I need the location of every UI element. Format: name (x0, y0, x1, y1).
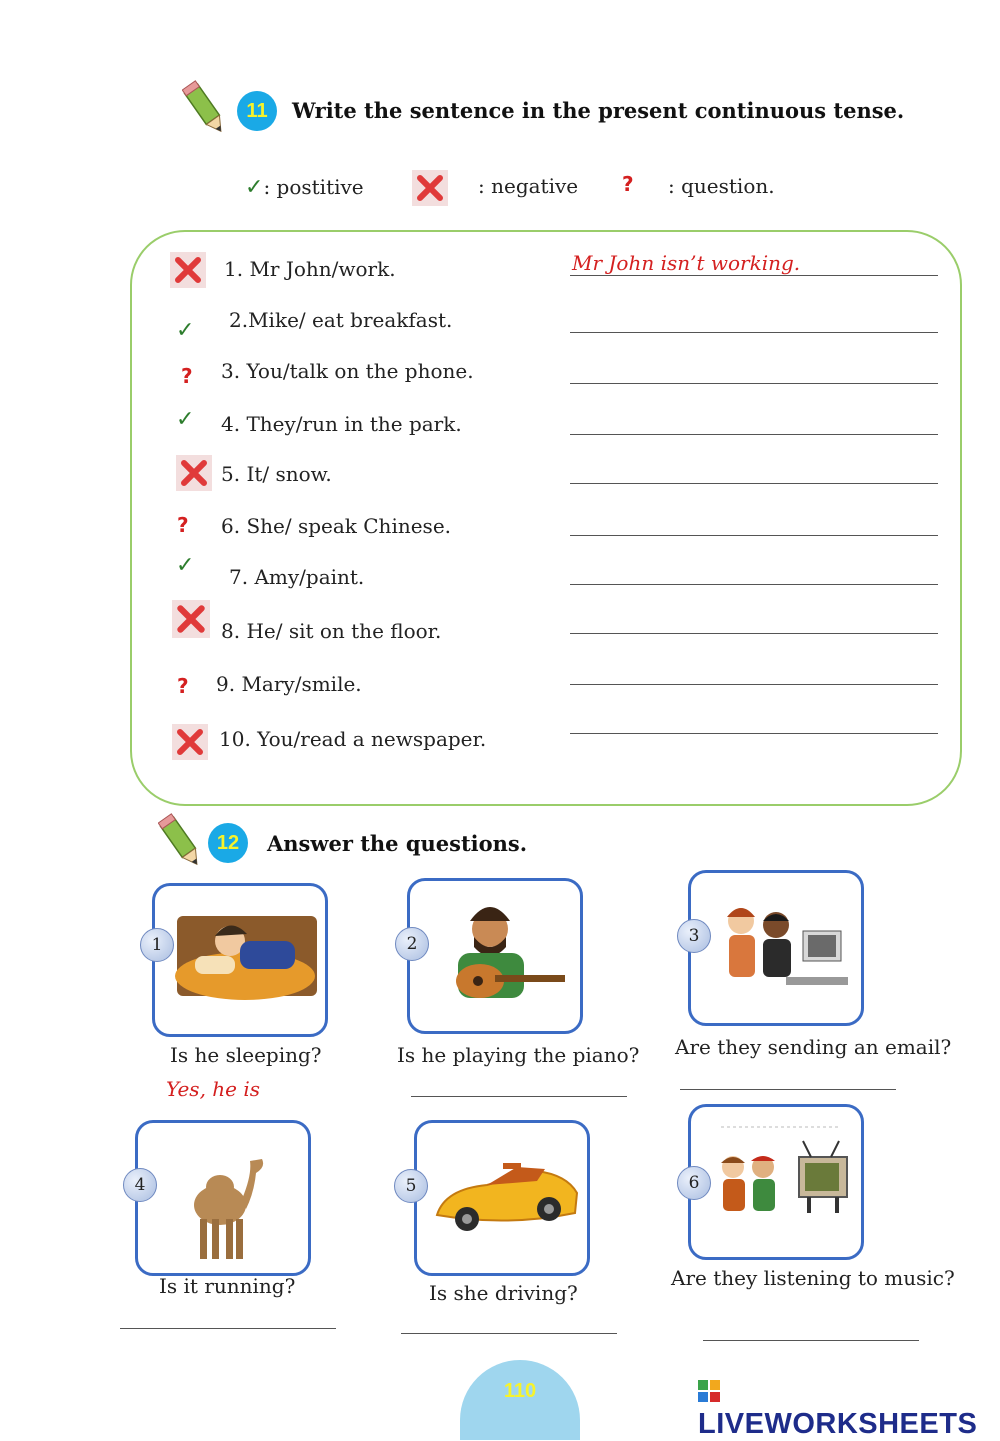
exercise-prompt: 4. They/run in the park. (221, 412, 462, 436)
question-mark-icon: ? (622, 172, 634, 196)
answer-line[interactable] (120, 1328, 336, 1329)
exercise-prompt: 2.Mike/ eat breakfast. (229, 308, 453, 332)
answer-line[interactable] (570, 535, 938, 536)
question-mark-icon: ? (177, 513, 189, 537)
answer-line[interactable] (570, 434, 938, 435)
answer-line[interactable] (411, 1096, 627, 1097)
question-text: Are they listening to music? (671, 1266, 955, 1290)
answer-line[interactable] (570, 332, 938, 333)
question-number-badge: 5 (394, 1169, 428, 1203)
liveworksheets-logo-icon (698, 1380, 720, 1402)
pencil-icon (182, 80, 230, 140)
answer-line[interactable] (570, 684, 938, 685)
exercise-number-badge: 12 (208, 823, 248, 863)
kids-tv-picture (691, 1107, 861, 1257)
picture-frame (152, 883, 328, 1037)
yellow-car-picture (417, 1123, 587, 1273)
question-text: Are they sending an email? (675, 1035, 952, 1059)
exercise-prompt: 6. She/ speak Chinese. (221, 514, 452, 538)
question-number-badge: 4 (123, 1168, 157, 1202)
question-mark-icon: ? (177, 674, 189, 698)
exercise-prompt: 3. You/talk on the phone. (221, 359, 474, 383)
question-number-badge: 1 (140, 928, 174, 962)
positive-check-icon: ✓ (176, 553, 195, 578)
picture-frame (414, 1120, 590, 1276)
brand-logo (698, 1375, 1000, 1441)
pencil-icon (158, 813, 206, 873)
legend-question (622, 172, 634, 196)
question-text: Is it running? (159, 1274, 296, 1298)
legend-question-label: : question. (668, 174, 775, 198)
negative-cross-icon (172, 724, 208, 760)
exercise-number-badge: 11 (237, 91, 277, 131)
picture-frame (688, 1104, 864, 1260)
question-mark-icon: ? (181, 364, 193, 388)
answer-line[interactable] (680, 1089, 896, 1090)
sleeping-boy-picture (155, 886, 325, 1034)
question-number-badge: 3 (677, 919, 711, 953)
exercise-prompt: 1. Mr John/work. (224, 257, 396, 281)
exercise-prompt: 10. You/read a newspaper. (219, 727, 487, 751)
answer-line[interactable] (570, 383, 938, 384)
negative-cross-icon (172, 600, 210, 638)
question-number-badge: 6 (677, 1166, 711, 1200)
answer-line[interactable] (570, 584, 938, 585)
question-text: Is she driving? (429, 1281, 578, 1305)
brand-name: LIVEWORKSHEETS (698, 1408, 978, 1440)
picture-frame (688, 870, 864, 1026)
exercise-prompt: 7. Amy/paint. (229, 565, 365, 589)
answer-line[interactable] (401, 1333, 617, 1334)
exercise-prompt: 8. He/ sit on the floor. (221, 619, 442, 643)
question-text: Is he playing the piano? (397, 1043, 640, 1067)
exercise-prompt: 9. Mary/smile. (216, 672, 362, 696)
positive-check-icon: ✓ (176, 407, 195, 432)
cross-icon (412, 170, 448, 206)
check-icon: ✓ (245, 175, 264, 200)
guitar-man-picture (410, 881, 580, 1031)
answer-line[interactable] (570, 275, 938, 276)
negative-cross-icon (176, 455, 212, 491)
camel-picture (138, 1123, 308, 1273)
answer-line[interactable] (570, 633, 938, 634)
picture-frame (135, 1120, 311, 1276)
legend-positive-label: : postitive (263, 175, 364, 199)
page-number: 110 (503, 1380, 537, 1402)
question-text: Is he sleeping? (170, 1043, 322, 1067)
answer-text[interactable]: Yes, he is (166, 1077, 261, 1101)
legend-positive (245, 175, 364, 200)
positive-check-icon: ✓ (176, 318, 195, 343)
answer-line[interactable] (570, 483, 938, 484)
page-number-tab (460, 1360, 580, 1440)
kids-computer-picture (691, 873, 861, 1023)
answer-line[interactable] (703, 1340, 919, 1341)
exercise-prompt: 5. It/ snow. (221, 462, 332, 486)
legend-negative-label: : negative (478, 174, 579, 198)
exercise-title: Write the sentence in the present continuous tense. (292, 98, 905, 123)
answer-line[interactable] (570, 733, 938, 734)
answer-text[interactable]: Mr John isn’t working. (572, 251, 801, 275)
picture-frame (407, 878, 583, 1034)
exercise-title: Answer the questions. (267, 831, 528, 856)
negative-cross-icon (170, 252, 206, 288)
question-number-badge: 2 (395, 927, 429, 961)
